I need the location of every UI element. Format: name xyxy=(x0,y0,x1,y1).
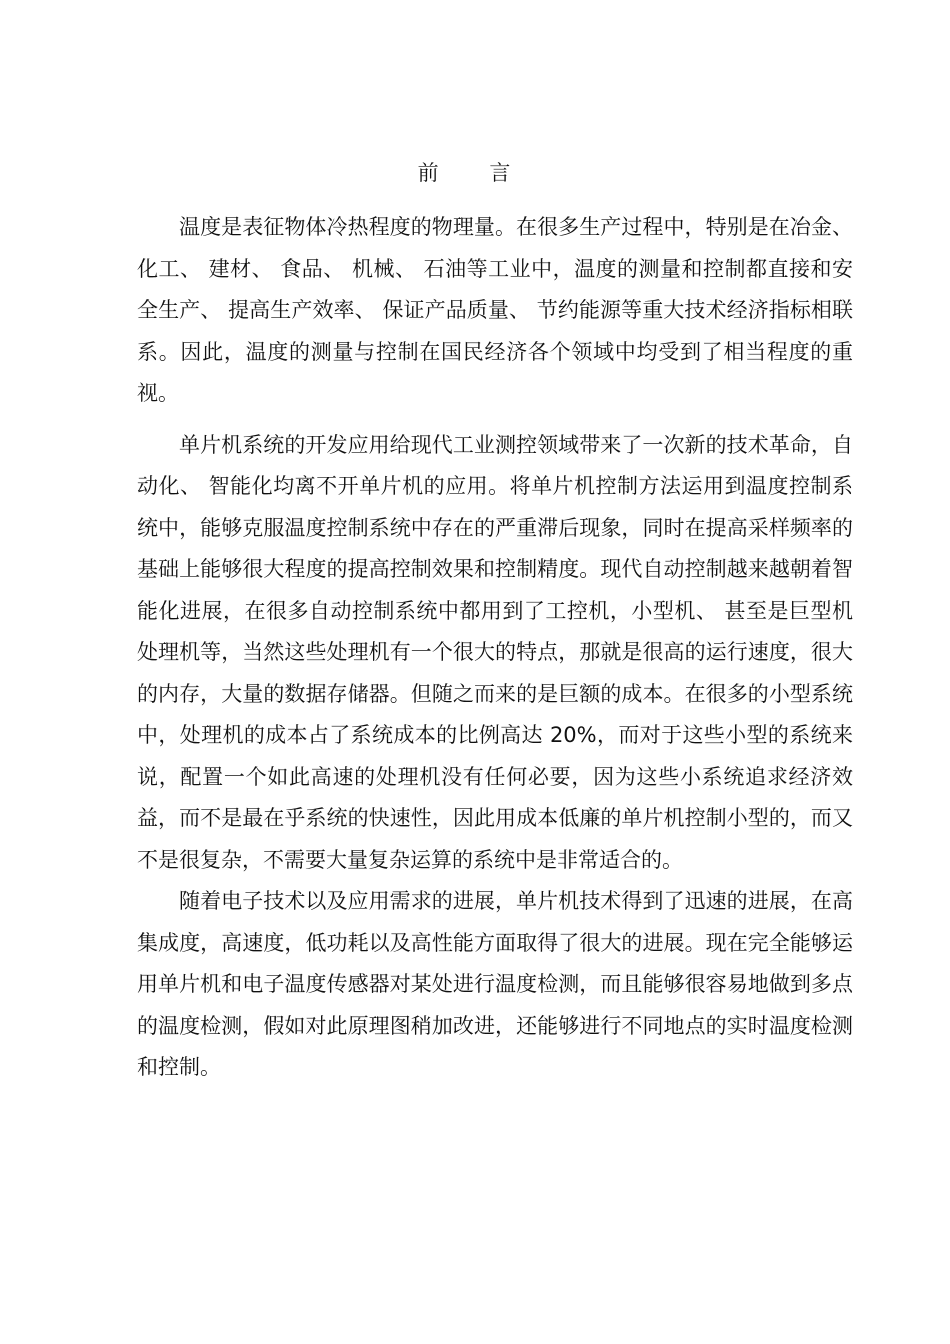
paragraph-single-chip-systems: 单片机系统的开发应用给现代工业测控领域带来了一次新的技术革命，自动化、 智能化均离不开单片机的应用。将单片机控制方法运用到温度控制系统中，能够克服温度控制系统中存在的严重滞后现象，同时在提高采样频率的基础上能够很大程度的提高控制效果和控制精度。现代自动控制越来越朝着智能化进展，在很多自动控制系统中都用到了工控机，小型机、 甚至是巨型机处理机等，当然这些处理机有一个很大的特点，那就是很高的运行速度，很大的内存，大量的数据存储器。但随之而来的是巨额的成本。在很多的小型系统中，处理机的成本占了系统成本的比例高达 20%，而对于这些小型的系统来说，配置一个如此高速的处理机没有任何必要，因为这些小系统追求经济效益，而不是最在乎系统的快速性，因此用成本低廉的单片机控制小型的，而又不是很复杂，不需要大量复杂运算的系统中是非常适合的。 xyxy=(137,432,853,872)
document-body xyxy=(137,207,853,1089)
paragraph-development: 随着电子技术以及应用需求的进展，单片机技术得到了迅速的进展，在高集成度，高速度，低功耗以及高性能方面取得了很大的进展。现在完全能够运用单片机和电子温度传感器对某处进行温度检测，而且能够很容易地做到多点的温度检测，假如对此原理图稍加改进，还能够进行不同地点的实时温度检测和控制。 xyxy=(137,889,853,1079)
page-title: 前 言 xyxy=(417,161,533,185)
paragraph-intro: 温度是表征物体冷热程度的物理量。在很多生产过程中，特别是在冶金、 化工、 建材、 食品、 机械、 石油等工业中，温度的测量和控制都直接和安全生产、 提高生产效率、 保证产品质量、 节约能源等重大技术经济指标相联系。因此，温度的测量与控制在国民经济各个领域中均受到了相当程度的重视。 xyxy=(137,215,853,405)
